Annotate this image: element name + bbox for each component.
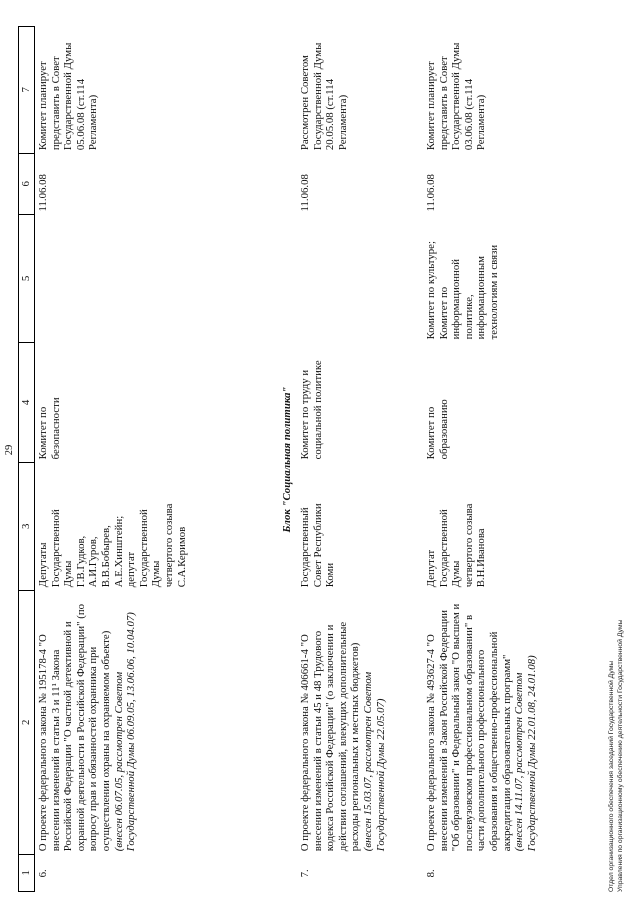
co-committees-cell — [35, 214, 280, 342]
author-line: Государственной — [49, 509, 62, 588]
author-cell — [423, 462, 547, 590]
author-line: С.А.Керимов — [175, 526, 188, 588]
co-committees-cell: Комитет по культуре; Комитет по информационной политике, информационным технологиям и связи — [425, 241, 500, 340]
footer-line-2: Управления по организационному обеспечению деятельности Государственной Думы — [616, 619, 624, 892]
block-title-row — [279, 27, 297, 892]
status-cell: Рассмотрен Советом Государственной Думы 20.05.08 (ст.114 Регламента) — [299, 42, 349, 151]
author-line: Думы — [450, 560, 463, 588]
footer — [608, 620, 625, 893]
author-line: А.Е.Хинштейн; — [112, 515, 125, 588]
column-header-6: 6 — [19, 153, 35, 214]
bill-title-cell — [297, 590, 423, 854]
status-cell: Комитет планирует представить в Совет Государственной Думы 03.06.08 (ст.114 Регламента) — [425, 42, 488, 151]
bill-title: О проекте федерального закона № 493627-4 "О внесении изменений в Закон Российской Федерации "Об образовании" и Федеральный закон "О высшем и послевузовском профессиональном образовании" в части дополнительного профессионального образования и общественно-профессиональной аккредитации образовательных программ" — [425, 603, 513, 852]
row-number: 7. — [299, 869, 311, 878]
author-cell — [35, 462, 280, 590]
bill-title-cell — [423, 590, 547, 854]
block-title: Блок "Социальная политика" — [281, 386, 293, 533]
bill-title: О проекте федерального закона № 406661-4 "О внесении изменений в статьи 45 и 48 Трудового кодекса Российской Федерации" (о заключении и действии соглашений, влекущих дополнительные расходы региональных и местных бюджетов) — [299, 621, 362, 852]
date-cell: 11.06.08 — [299, 174, 311, 212]
bill-note: (внесен 06.07.05, рассмотрен Советом Государственной Думы 06.09.05, 13.06.06, 10.04.07) — [112, 612, 138, 852]
date-cell: 11.06.08 — [37, 174, 49, 212]
author-line: депутат — [125, 551, 138, 588]
author-line: В.В.Бобырев, — [99, 525, 112, 588]
column-header-4: 4 — [19, 342, 35, 462]
bill-note: (внесен 14.11.07, рассмотрен Советом Государственной Думы 22.01.08, 24.01.08) — [513, 655, 538, 852]
bill-note: (внесен 15.03.07, рассмотрен Советом Государственной Думы 22.05.07) — [361, 671, 387, 852]
author-line: четвертого созыва — [462, 503, 475, 588]
date-cell: 11.06.08 — [425, 174, 437, 212]
author-line: Государственной — [437, 509, 450, 588]
author-line: Думы — [62, 560, 75, 588]
committee-cell: Комитет по образованию — [425, 399, 450, 460]
footer-line-1: Отдел организационного обеспечения заседаний Государственной Думы — [608, 660, 615, 892]
column-header-2: 2 — [19, 590, 35, 854]
author-line: Думы — [150, 560, 163, 588]
author-line: А.И.Гуров, — [87, 536, 100, 588]
committee-cell: Комитет по труду и социальной политике — [299, 360, 324, 460]
header-row — [19, 27, 35, 892]
row-number: 8. — [425, 869, 437, 878]
table-row — [297, 27, 423, 892]
committee-cell: Комитет по безопасности — [37, 397, 62, 460]
author-cell — [297, 462, 423, 590]
table-row — [423, 27, 547, 892]
author-line: В.Н.Иванова — [475, 528, 488, 588]
author-line: Депутаты — [37, 542, 49, 588]
author-line: Г.В.Гудков, — [74, 535, 87, 588]
author-line: четвертого созыва — [162, 503, 175, 588]
author-line: Государственной — [137, 509, 150, 588]
table-row — [35, 27, 280, 892]
author-line: Депутат — [425, 549, 437, 588]
column-header-7: 7 — [19, 27, 35, 154]
author-line: Коми — [324, 562, 337, 588]
bill-table — [18, 26, 547, 892]
bill-title: О проекте федерального закона № 195178-4 "О внесении изменений в статьи 3 и 11¹ Закона Российской Федерации "О частной детективной и охранной деятельности в Российской Федерации" (по вопросу прав и обязанностей охранника при осуществлении охраны на охраняемом объекте) — [37, 603, 112, 852]
author-line: Государственный — [299, 507, 311, 588]
page-number: 29 — [4, 444, 15, 456]
column-header-5: 5 — [19, 214, 35, 342]
author-line: Совет Республики — [311, 503, 324, 588]
bill-title-cell — [35, 590, 280, 854]
column-header-3: 3 — [19, 462, 35, 590]
column-header-1: 1 — [19, 854, 35, 891]
status-cell: Комитет планирует представить в Совет Государственной Думы 05.06.08 (ст.114 Регламента) — [37, 42, 100, 151]
row-number: 6. — [37, 869, 49, 878]
co-committees-cell — [297, 214, 423, 342]
